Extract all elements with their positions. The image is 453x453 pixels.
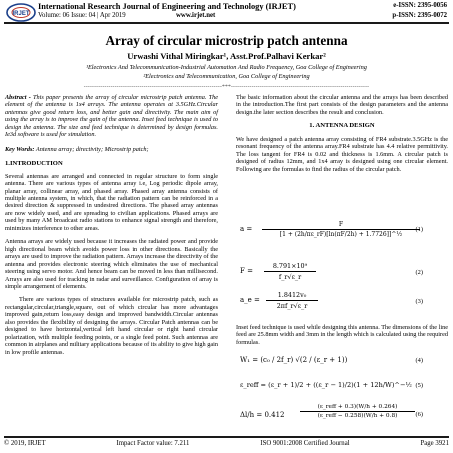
eq1-numerator: F: [338, 221, 344, 228]
keywords-label: Key Words:: [5, 145, 35, 153]
affiliation-2: ²Electronics and Telecommunication, Goa College of Engineering: [143, 73, 310, 80]
footer: [4, 440, 449, 447]
eq4-number: (4): [415, 357, 423, 364]
affiliation-1: ¹Electronics And Telecommunication-Industrial Automation And Radio Frequency, Goa College of Engineering: [86, 64, 367, 71]
keywords-text: Antenna array; directivity; Microstrip patch;: [35, 145, 149, 153]
intro-heading: 1.INTRODUCTION: [5, 160, 63, 168]
e-issn: e-ISSN: 2395-0056: [393, 2, 447, 9]
irjet-logo: [6, 3, 36, 22]
eq3-number: (3): [415, 298, 423, 305]
eq3-denominator: 2πf_r√ε_r: [276, 302, 308, 310]
authors: Urwashi Vithal Miringkar¹, Asst.Prof.Palhavi Kerkar²: [127, 51, 326, 61]
design-paragraph-2: Inset feed technique is used while designing this antenna. The dimensions of the line feed are 25.8mm width and 3mm in the length which is calculated using the required formulas.: [236, 324, 448, 346]
left-column: [5, 94, 218, 356]
eq1-lhs: a =: [240, 225, 253, 233]
equation-4: W₁ = (c₀ / 2f_r) √(2 / (ε_r + 1)): [240, 356, 348, 364]
eq1-fraction: [262, 221, 420, 238]
eq3-lhs: a_e =: [240, 296, 260, 304]
footer-rule: [4, 436, 449, 438]
eq1-denominator: [1 + (2h/πε_rF)[ln(πF/2h) + 1.7726]]^½: [279, 231, 403, 238]
separator: -------------------------------------------------------------------***-------------------------------------------------------------------: [83, 84, 370, 90]
section-heading-antenna-design: 1. ANTENNA DESIGN: [309, 122, 375, 130]
eq5-number: (5): [415, 382, 423, 389]
eq3-fraction: [266, 291, 318, 310]
eq6-fraction: [300, 404, 415, 419]
journal-title: International Research Journal of Engineering and Technology (IRJET): [38, 2, 296, 11]
eq2-numerator: 8.791×10⁹: [272, 262, 308, 270]
eq6-lhs: Δl/h = 0.412: [240, 411, 285, 419]
abstract-label: Abstract -: [5, 94, 31, 101]
eq6-denominator: (ε_reff − 0.258)(W/h + 0.8): [317, 413, 398, 419]
eq2-fraction: [264, 262, 316, 281]
footer-copyright: © 2019, IRJET: [4, 440, 46, 447]
intro-paragraph-2: Antenna arrays are widely used because it increases the radiated power and provide high directional beam which avoids power loss in other directions. Basically the arrays are used to improve the radiation pattern. Arrays increase the directivity of the antenna and provides electronic steering which eliminates the use of mechanical steering using servo motor. And hence beam can be moved in less than millisecond. Arrays are also used for tracking in radar and surveillance. Configuration of array is simple arrangement of elements.: [5, 238, 218, 290]
eq2-lhs: F =: [240, 267, 253, 275]
header-rule: [4, 22, 449, 24]
eq2-denominator: f_r√ε_r: [278, 273, 302, 281]
abstract: [5, 94, 218, 139]
intro-paragraph-3: There are various types of structures available for microstrip patch, such as rectangular,circular,triangle,square, out of which circular has more advantages improved gain,return loss,easy design and improved bandwidth.Circular antennas also provides the flexibility of designing the arrays. Circular Patch antennas can be designed to have horizontal,vertical left hand circular or right hand circular polarization, with multiple feeding points, or a single feed point. Such antennas are common in airplanes and military applications because of its ability to give high gain in low profile antennas.: [5, 296, 218, 356]
footer-impact: Impact Factor value: 7.211: [116, 440, 190, 447]
equation-1: [240, 225, 252, 233]
paper-title: Array of circular microstrip patch antenna: [105, 33, 348, 48]
svg-text:IRJET: IRJET: [12, 11, 30, 17]
design-paragraph-1: We have designed a patch antenna array consisting of FR4 substrate.3.5GHz is the resonant frequency of the antenna array.FR4 substrate has 4.4 relative permittivity. The loss tangent for FR4 is 0.02 and thickness is 1.6mm. A circular patch is designed of radius 12mm, and 1x4 array is designed using one circular element. Following are the formulas to find the radius of the circular patch.: [236, 135, 448, 173]
eq3-numerator: 1.8412v₀: [277, 291, 307, 299]
journal-url[interactable]: www.irjet.net: [176, 12, 216, 19]
eq1-number: (1): [415, 226, 423, 233]
intro-paragraph-1: Several antennas are arranged and connected in regular structure to form single antenna. There are various types of antenna array i.e, Log periodic dipole array, planar array, collinear array, and phased array. Phased array antenna consists of multiple antenna system, in which, that the radiation pattern can be reinforced in a desired direction & suppressed in undesired directions. The phased array antennas are now widely used, and are spreading to civilian applications. Phased arrays are used by many AM broadcast radio stations to enhance signal strength and therefore, minimizes interference to other areas.: [5, 172, 218, 232]
equation-5: ε_reff = (ε_r + 1)/2 + ((ε_r − 1)/2)(1 + 12h/W)^−½: [240, 381, 412, 389]
volume-line: Volume: 06 Issue: 04 | Apr 2019: [38, 12, 126, 19]
eq6-number: (6): [415, 411, 423, 418]
abstract-text: This paper presents the array of circular microstrip patch antenna. The element of the antenna is 1x4 arrays. The antenna operates at 3.5GHz.Circular antennas give good return loss, and better gain and directivity. The main aim of using the array is to improve the gain of the antenna. Inset feed technique is used to design the antenna. The size and feed technique is determined by design formulas. Ie3d software is used for simulation.: [5, 94, 218, 139]
keywords: [5, 146, 218, 153]
footer-page: Page 3921: [420, 440, 449, 447]
eq6-numerator: (ε_reff + 0.3)(W/h + 0.264): [317, 404, 398, 410]
p-issn: p-ISSN: 2395-0072: [392, 12, 447, 19]
intro-continuation: The basic information about the circular antenna and the arrays has been described in the introduction.The first part consists of the design parameters and the antenna design.the later section describes the result and conclusion.: [236, 94, 448, 116]
right-column-intro: [236, 94, 448, 173]
footer-iso: ISO 9001:2008 Certified Journal: [260, 440, 350, 447]
eq2-number: (2): [415, 269, 423, 276]
